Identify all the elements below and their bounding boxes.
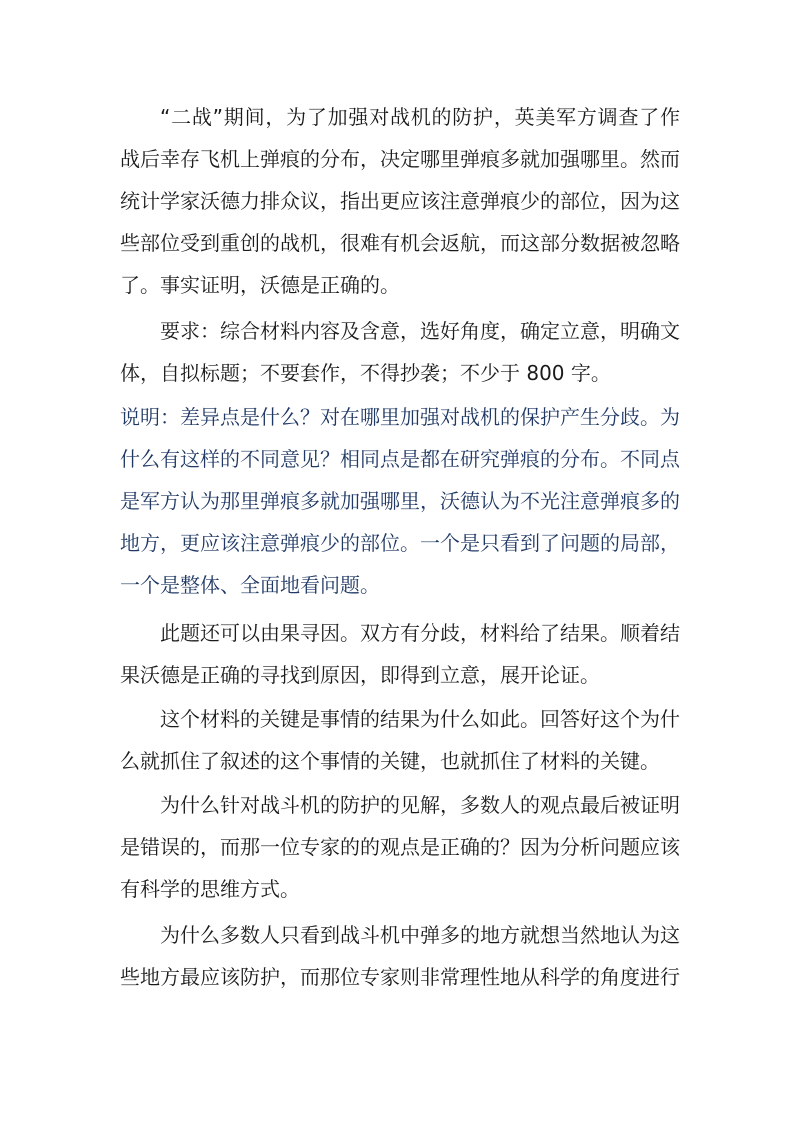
- question-one-paragraph: 为什么针对战斗机的防护的见解，多数人的观点最后被证明是错误的，而那一位专家的的观点是正确的？因为分析问题应该有科学的思维方式。: [120, 793, 680, 901]
- explanation-paragraph: 说明：差异点是什么？对在哪里加强对战机的保护产生分歧。为什么有这样的不同意见？相同点是都在研究弹痕的分布。不同点是军方认为那里弹痕多就加强哪里，沃德认为不光注意弹痕多的地方，更应该注意弹痕少的部位。一个是只看到了问题的局部，一个是整体、全面地看问题。: [120, 405, 680, 597]
- key-paragraph: 这个材料的关键是事情的结果为什么如此。回答好这个为什么就抓住了叙述的这个事情的关键，也就抓住了材料的关键。: [120, 707, 680, 773]
- cause-paragraph: 此题还可以由果寻因。双方有分歧，材料给了结果。顺着结果沃德是正确的寻找到原因，即得到立意，展开论证。: [120, 621, 680, 687]
- question-two-paragraph: 为什么多数人只看到战斗机中弹多的地方就想当然地认为这些地方最应该防护，而那位专家则非常理性地从科学的角度进行: [120, 923, 680, 989]
- requirement-paragraph: 要求：综合材料内容及含意，选好角度，确定立意，明确文体，自拟标题；不要套作，不得抄袭；不少于 800 字。: [120, 319, 680, 385]
- material-paragraph: “二战”期间，为了加强对战机的防护，英美军方调查了作战后幸存飞机上弹痕的分布，决定哪里弹痕多就加强哪里。然而统计学家沃德力排众议，指出更应该注意弹痕少的部位，因为这些部位受到重创的战机，很难有机会返航，而这部分数据被忽略了。事实证明，沃德是正确的。: [120, 105, 680, 297]
